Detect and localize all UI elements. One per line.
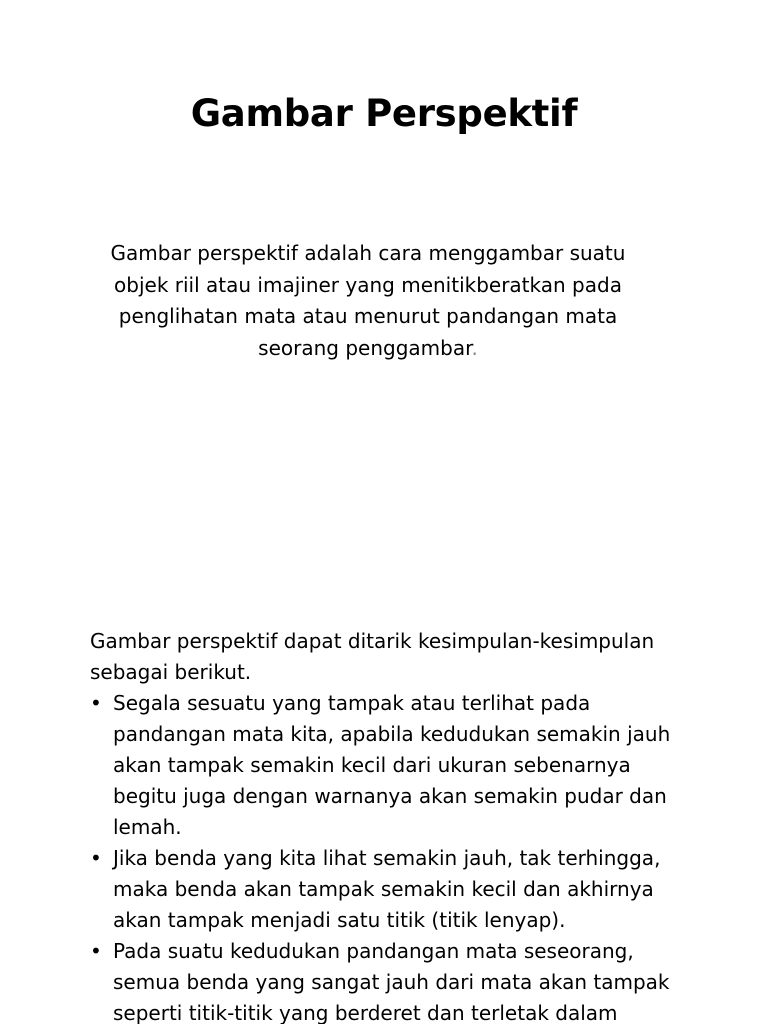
intro-text: Gambar perspektif adalah cara menggambar suatu objek riil atau imajiner yang menitikberatkan pada penglihatan mata atau menurut pandangan mata seorang penggambar <box>110 241 626 360</box>
list-item-text: Jika benda yang kita lihat semakin jauh, tak terhingga, maka benda akan tampak semakin kecil dan akhirnya akan tampak menjadi satu titik (titik lenyap). <box>113 846 661 932</box>
body-text-box <box>90 626 700 1024</box>
list-item-text: Segala sesuatu yang tampak atau terlihat pada pandangan mata kita, apabila kedudukan semakin jauh akan tampak semakin kecil dari ukuran sebenarnya begitu juga dengan warnanya akan semakin pudar dan lemah. <box>113 691 671 839</box>
body-lead-paragraph: Gambar perspektif dapat ditarik kesimpulan-kesimpulan sebagai berikut. <box>90 629 655 684</box>
list-item <box>90 936 700 1024</box>
list-item-text: Pada suatu kedudukan pandangan mata seseorang, semua benda yang sangat jauh dari mata akan tampak seperti titik-titik yang berderet dan terletak dalam <box>113 939 670 1024</box>
bullet-icon: • <box>90 691 102 715</box>
bullet-icon: • <box>90 846 102 870</box>
list-item <box>90 688 700 843</box>
intro-trailing-period: . <box>471 335 478 360</box>
slide-title: Gambar Perspektif <box>190 92 578 135</box>
bullet-icon: • <box>90 939 102 963</box>
intro-paragraph <box>94 238 642 364</box>
conclusion-list <box>90 688 700 1024</box>
list-item <box>90 843 700 936</box>
